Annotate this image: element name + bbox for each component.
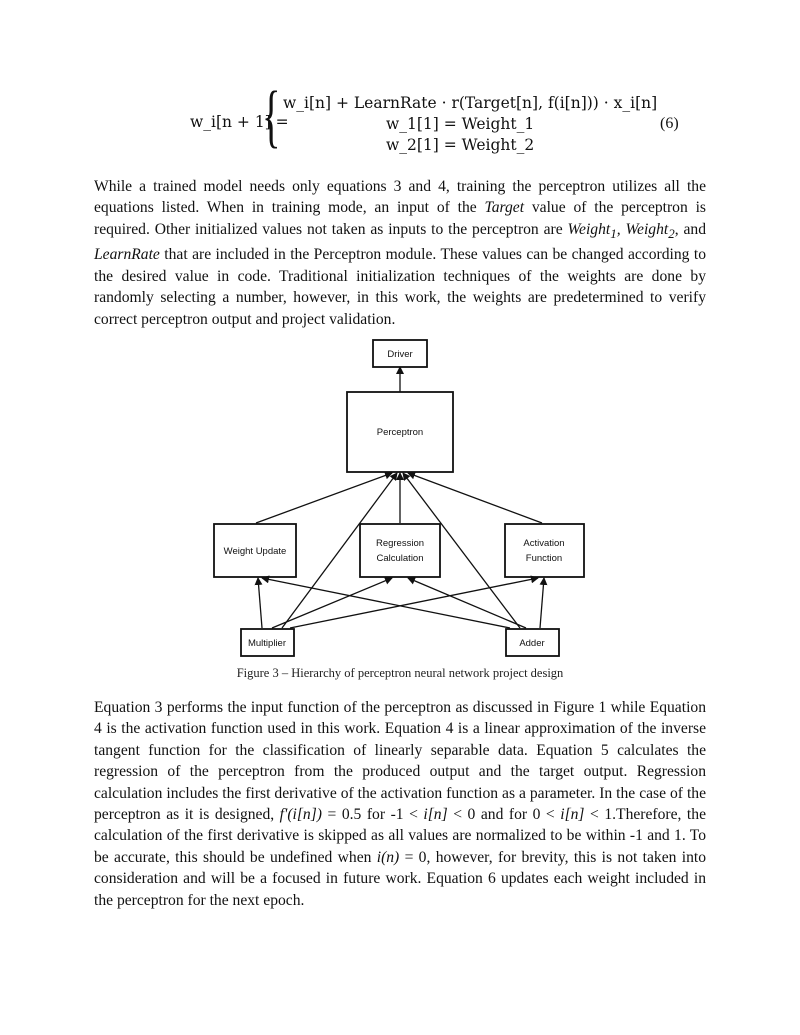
text: = 0.5 for -1 <: [322, 806, 424, 824]
edge-adder-regression: [408, 578, 526, 628]
text: < 0 and for 0 <: [447, 806, 561, 824]
edge-multiplier-perceptron: [282, 473, 397, 628]
text: < 1.Therefore, the calculation of the first derivative is skipped as all values are normalized to be within -1 and 1. To be accurate, this should be undefined when: [94, 806, 706, 866]
italic-in: i(n): [376, 848, 400, 866]
label-activation-1: Activation: [523, 538, 565, 549]
equation-6: [0, 78, 800, 160]
text: that are included in the Perceptron module. These values can be changed according to the desired value in code. Traditional initialization techniques of the weights are done by randomly selecting a number, however, in this work, the weights are predetermined to verify correct perceptron output and project validation.: [94, 246, 706, 328]
edge-multiplier-weightupdate: [258, 578, 262, 628]
paragraph-training: [94, 176, 706, 330]
label-perceptron: Perceptron: [376, 427, 424, 438]
italic-fprime: f'(i[n]): [279, 806, 322, 824]
equation-line-2: w_1[1] = Weight_1: [386, 115, 535, 133]
edge-activation-perceptron: [408, 473, 542, 523]
figure-caption: Figure 3 – Hierarchy of perceptron neural network project design: [236, 666, 564, 680]
italic-weight1: Weight$_1$: [567, 220, 617, 241]
box-activation-function: [505, 524, 584, 577]
equation-line-1: w_i[n] + LearnRate · r(Target[n], f(i[n])) · x_i[n]: [283, 94, 658, 112]
equation-line-3: w_2[1] = Weight_2: [386, 136, 535, 154]
text: = 0, however, for brevity, this is not taken into consideration and will be a focused in future work. Equation 6 updates each weight included in the perceptron for the next epoch.: [94, 848, 706, 909]
italic-learnrate: LearnRate: [94, 246, 160, 264]
separator: ,: [616, 220, 626, 238]
text: Equation 3 performs the input function of the perceptron as discussed in Figure 1 while Equation 4 is the activation function used in this work. Equation 4 is a linear approximation of the inverse tangent function for the classification of linearly separable data. Equation 5 calculates the regression of the perceptron from the produced output and the target output. Regression calculation includes the first derivative of the activation function as a parameter. In the case of the perceptron as it is designed,: [94, 699, 706, 824]
text: , and: [674, 220, 707, 238]
italic-weight2: Weight$_2$: [625, 220, 675, 241]
hierarchy-diagram: [0, 330, 800, 660]
text: value of the perceptron is required. Other initialized values not taken as inputs to the perceptron are: [94, 199, 706, 238]
edge-adder-weightupdate: [262, 578, 510, 628]
text: While a trained model needs only equations 3 and 4, training the perceptron utilizes all the equations listed. When in training mode, an input of the: [94, 178, 706, 217]
italic-in: i[n]: [423, 806, 448, 824]
label-regression-1: Regression: [375, 538, 425, 549]
edge-multiplier-regression: [272, 578, 392, 628]
italic-target: Target: [484, 199, 525, 217]
label-regression-2: Calculation: [376, 553, 424, 564]
edge-weightupdate-perceptron: [256, 473, 392, 523]
label-weight-update: Weight Update: [223, 546, 287, 557]
equation-brace: {: [262, 78, 281, 155]
italic-in: i[n]: [560, 806, 585, 824]
label-activation-2: Function: [525, 553, 563, 564]
equation-number: (6): [660, 115, 679, 132]
edge-adder-perceptron: [403, 473, 520, 628]
box-regression-calculation: [360, 524, 440, 577]
label-driver: Driver: [387, 349, 413, 360]
paragraph-equations: [94, 697, 706, 911]
equation-lhs: w_i[n + 1] =: [190, 113, 289, 131]
label-adder: Adder: [519, 638, 545, 649]
edge-adder-activation: [540, 578, 544, 628]
label-multiplier: Multiplier: [247, 638, 287, 649]
